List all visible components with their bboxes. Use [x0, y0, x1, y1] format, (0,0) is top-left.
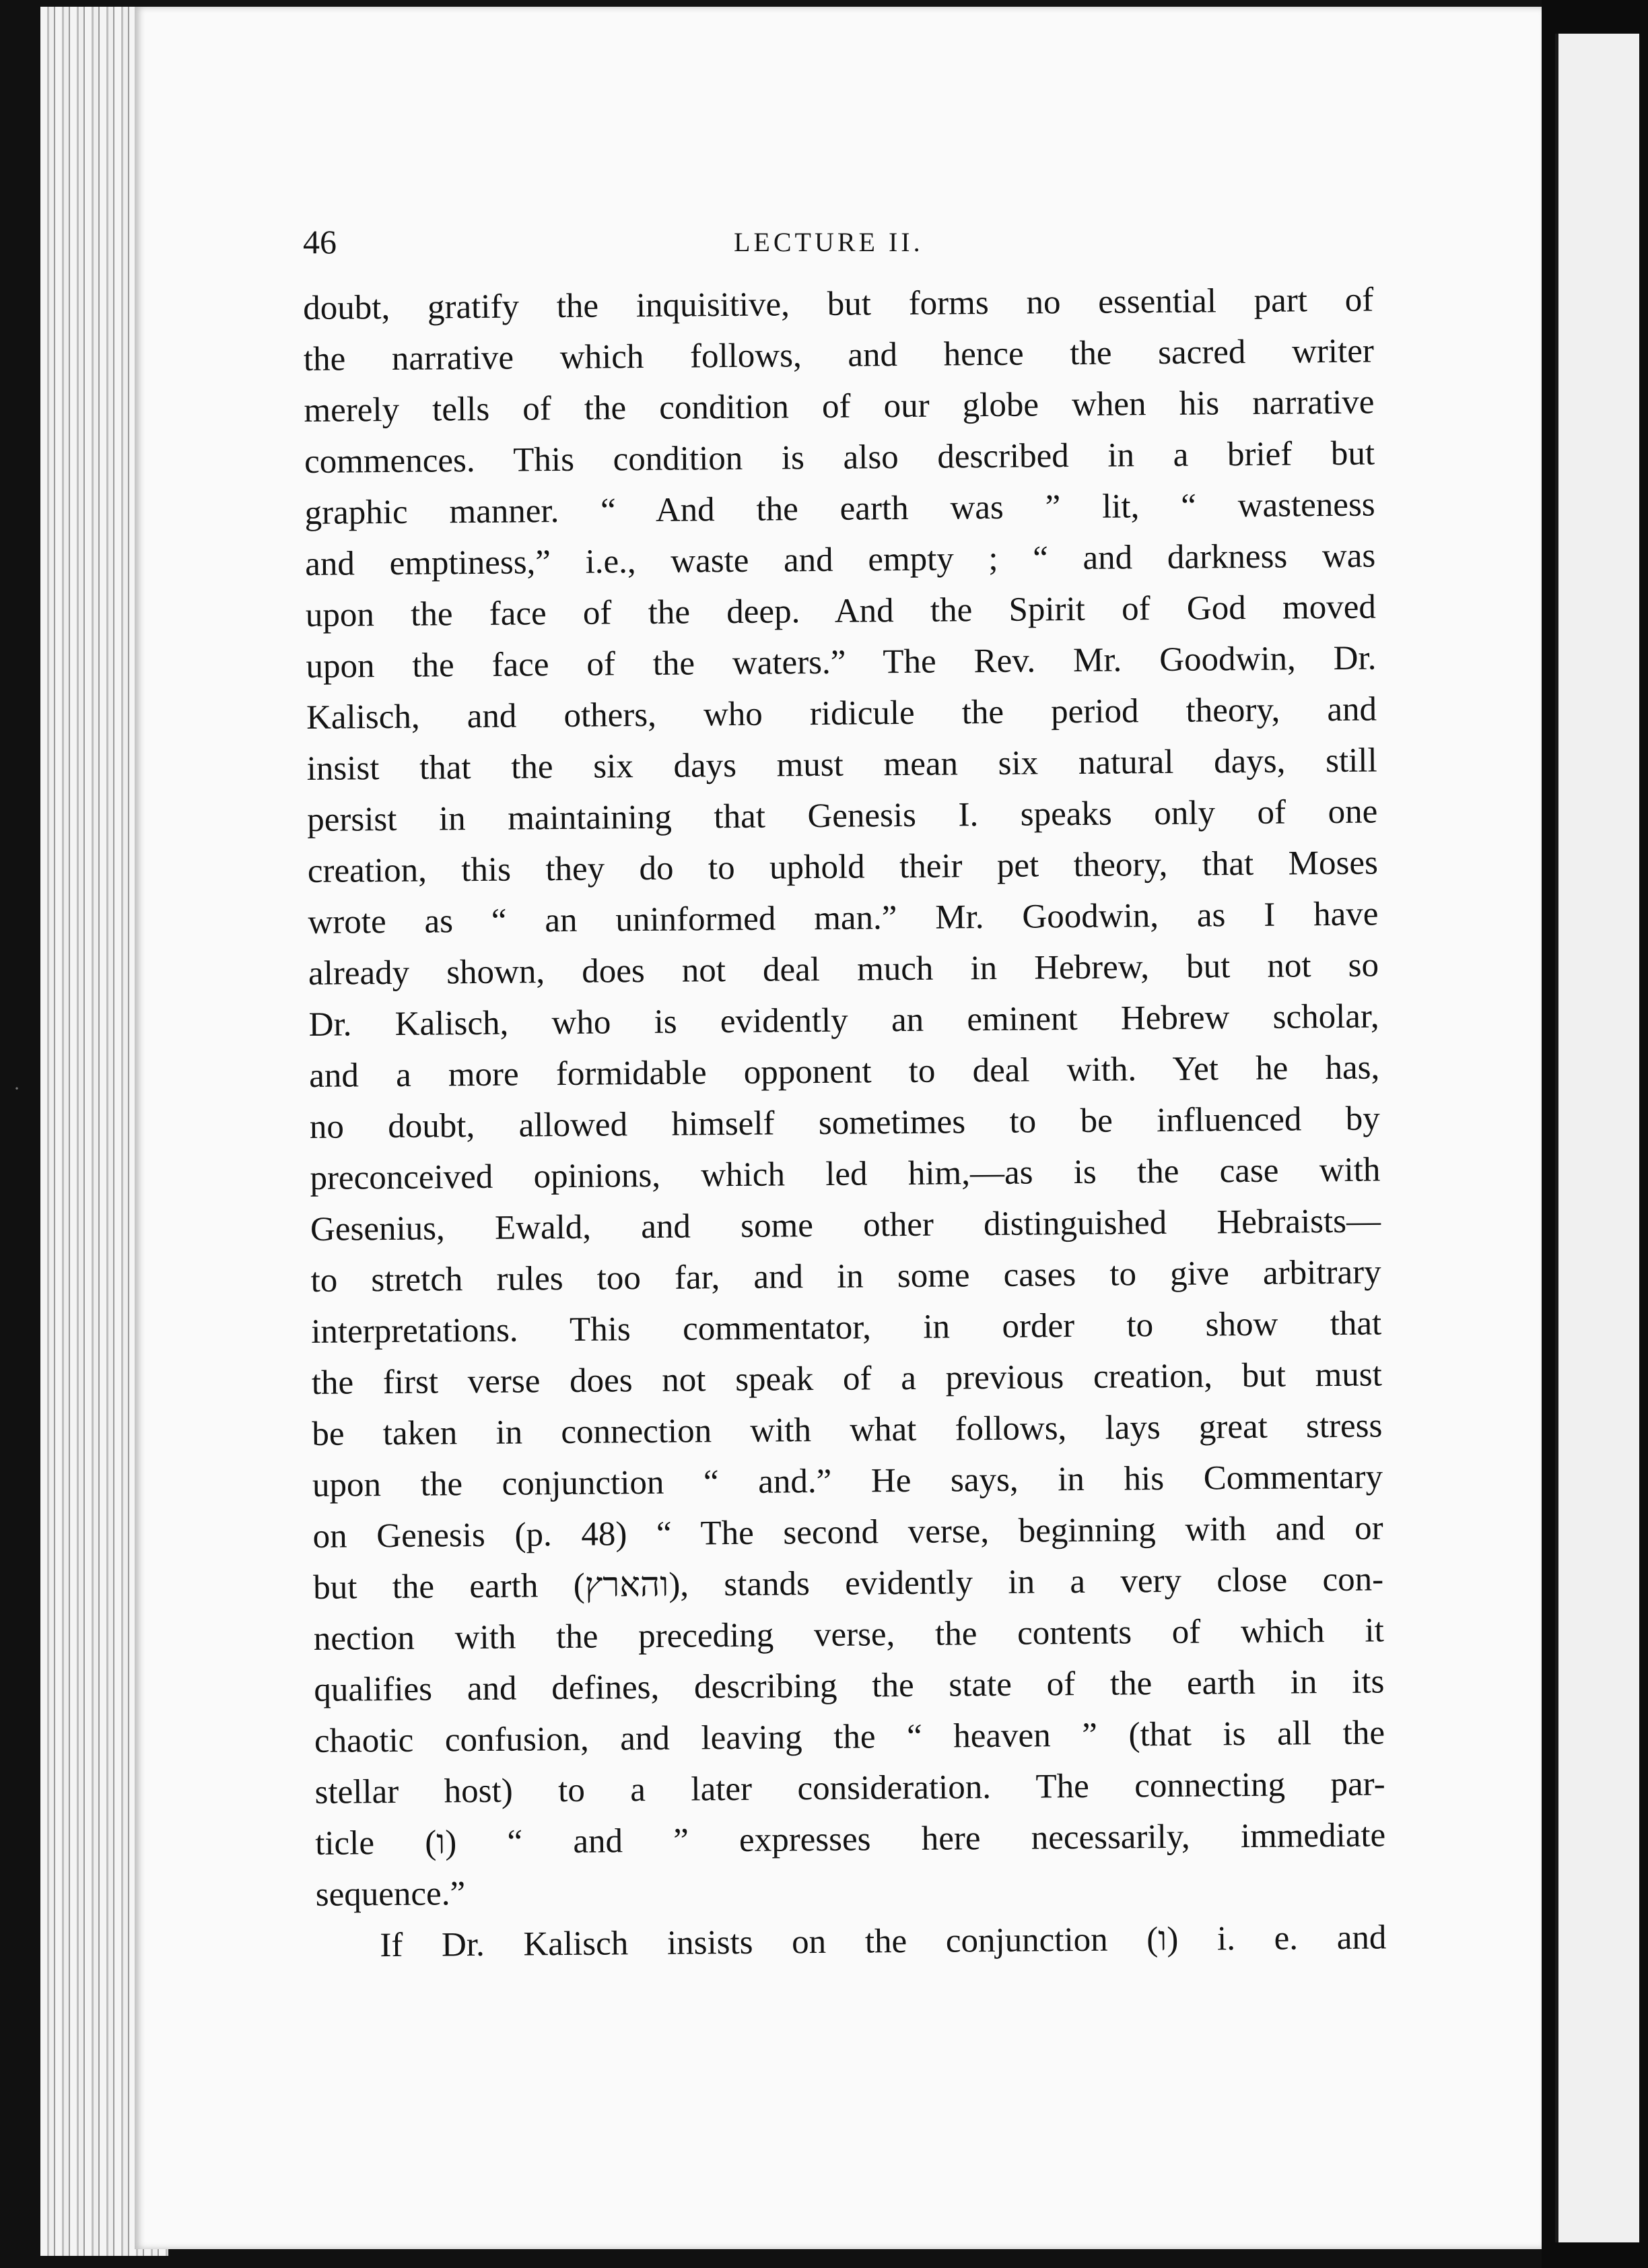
- body-text: [303, 275, 1387, 1972]
- text-line: creation, this they do to uphold their pet theory, that Moses: [307, 844, 1379, 890]
- text-line: but the earth (והארץ), stands evidently in a very close con-: [313, 1560, 1384, 1607]
- text-line: Dr. Kalisch, who is evidently an eminent Hebrew scholar,: [308, 997, 1379, 1044]
- text-line: nection with the preceding verse, the contents of which it: [313, 1611, 1384, 1658]
- text-line: sequence.”: [315, 1875, 466, 1914]
- text-line: and a more formidable opponent to deal with. Yet he has,: [309, 1048, 1380, 1095]
- text-line: and emptiness,” i.e., waste and empty ; “ and darkness was: [305, 537, 1376, 583]
- page-number: 46: [303, 223, 337, 261]
- text-line: doubt, gratify the inquisitive, but forms no essential part of: [303, 281, 1374, 327]
- text-line: on Genesis (p. 48) “ The second verse, beginning with and or: [312, 1509, 1383, 1556]
- facing-page-edge: [1542, 0, 1648, 2268]
- text-line: chaotic confusion, and leaving the “ heaven ” (that is all the: [314, 1714, 1385, 1760]
- text-line: be taken in connection with what follows, lays great stress: [312, 1407, 1383, 1453]
- text-line: commences. This condition is also described in a brief but: [304, 434, 1375, 481]
- text-line: If Dr. Kalisch insists on the conjunction (ו) i. e. and: [380, 1919, 1387, 1965]
- page-header: [303, 222, 1394, 269]
- text-line: stellar host) to a later consideration. The connecting par-: [314, 1765, 1385, 1811]
- text-line: merely tells of the condition of our globe when his narrative: [304, 383, 1375, 430]
- text-line: Gesenius, Ewald, and some other distinguished Hebraists—: [310, 1202, 1381, 1248]
- text-line: interpretations. This commentator, in order to show that: [311, 1304, 1382, 1351]
- text-line: no doubt, allowed himself sometimes to be influenced by: [309, 1100, 1381, 1146]
- text-line: the narrative which follows, and hence the sacred writer: [303, 332, 1375, 378]
- text-line: upon the face of the deep. And the Spirit of God moved: [305, 588, 1377, 634]
- text-line: upon the conjunction “ and.” He says, in his Commentary: [312, 1458, 1383, 1504]
- text-line: upon the face of the waters.” The Rev. Mr. Goodwin, Dr.: [306, 639, 1377, 686]
- text-line: already shown, does not deal much in Hebrew, but not so: [308, 946, 1379, 993]
- text-line: Kalisch, and others, who ridicule the period theory, and: [306, 690, 1377, 737]
- text-line: to stretch rules too far, and in some cases to give arbitrary: [310, 1253, 1381, 1300]
- scan-speck: ·: [13, 1077, 20, 1100]
- text-line: graphic manner. “ And the earth was ” lit, “ wasteness: [304, 486, 1375, 532]
- text-line: qualifies and defines, describing the state of the earth in its: [314, 1663, 1385, 1709]
- text-line: insist that the six days must mean six natural days, still: [306, 741, 1377, 788]
- text-line: wrote as “ an uninformed man.” Mr. Goodwin, as I have: [308, 895, 1379, 941]
- text-line: persist in maintaining that Genesis I. speaks only of one: [307, 793, 1378, 839]
- text-line: the first verse does not speak of a previous creation, but must: [311, 1356, 1383, 1402]
- text-line: preconceived opinions, which led him,—as is the case with: [310, 1151, 1381, 1197]
- text-line: ticle (ו) “ and ” expresses here necessarily, immediate: [314, 1816, 1386, 1863]
- running-head: LECTURE II.: [734, 227, 924, 257]
